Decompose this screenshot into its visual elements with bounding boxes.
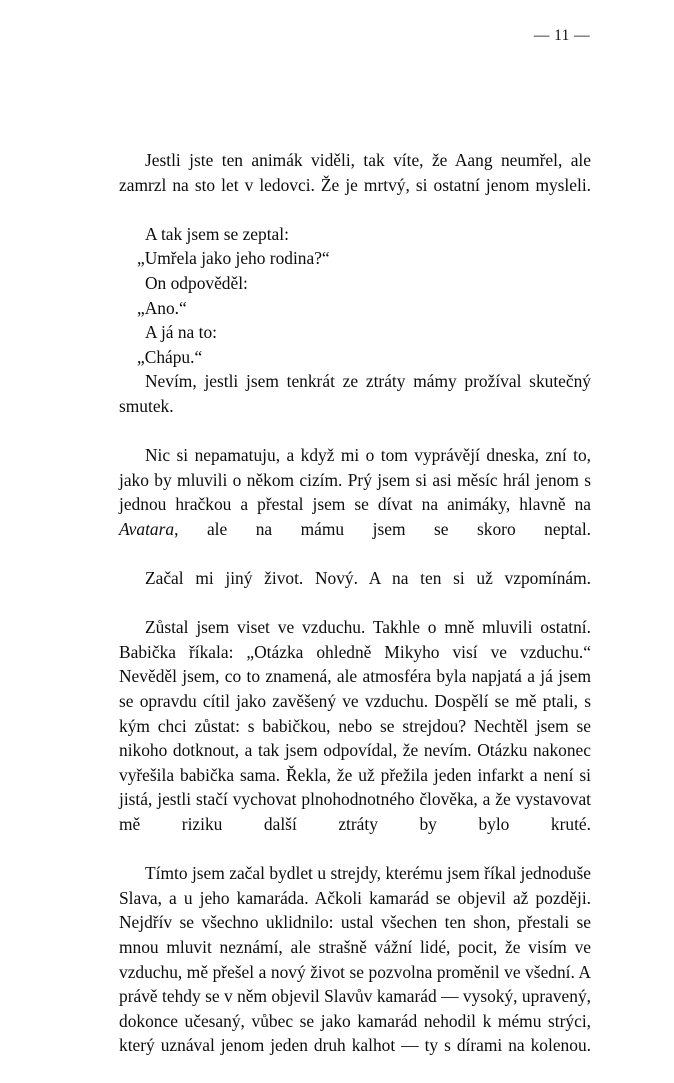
paragraph-hanging-in-air: Zůstal jsem viset ve vzduchu. Takhle o mně mluvili ostatní. Babička říkala: „Otázka ohledně Mikyho visí ve vzduchu.“ Nevěděl jsem, co to znamená, ale atmosféra byla napjatá a já jsem se opravdu cítil jako zavěšený ve vzduchu. Dospělí se mě ptali, s kým chci zůstat: s babičkou, nebo se strejdou? Nechtěl jsem se nikoho dotknout, a tak jsem odpovídal, že nevím. Otázku nakonec vyřešila babička sama. Řekla, že už přežila jeden infarkt a není si jistá, jestli stačí vychovat plnohodnotného člověka, a že vystavovat mě riziku další ztráty by bylo kruté. [119, 617, 591, 835]
paragraph-new-life: Začal mi jiný život. Nový. A na ten si už vzpomínám. [145, 568, 591, 589]
dialogue-quote-1: „Umřela jako jeho rodina?“ [137, 248, 330, 269]
paragraph-avatar-text-after: , ale na mámu jsem se skoro neptal. [174, 518, 591, 539]
paragraph-grief: Nevím, jestli jsem tenkrát ze ztráty mámy prožíval skutečný smutek. [119, 371, 591, 416]
paragraph-avatar [119, 443, 591, 566]
dialogue-lead-1: A tak jsem se zeptal: [145, 223, 289, 244]
paragraph-avatar-text-before: Nic si nepamatuju, a když mi o tom vyprávějí dneska, zní to, jako by mluvili o někom cizím. Prý jsem si asi měsíc hrál jenom s jednou hračkou a přestal jsem se dívat na animáky, hlavně na [119, 445, 591, 515]
dialogue-lead-2: On odpověděl: [145, 272, 248, 293]
dialogue-quote-2: „Ano.“ [137, 297, 187, 318]
paragraph-opening: Jestli jste ten animák viděli, tak víte, že Aang neumřel, ale zamrzl na sto let v ledovci. Že je mrtvý, si ostatní jenom mysleli. [119, 150, 591, 195]
dialogue-quote-3: „Chápu.“ [137, 346, 203, 367]
paragraph-moving-in: Tímto jsem začal bydlet u strejdy, kterému jsem říkal jednoduše Slava, a u jeho kamaráda. Ačkoli kamarád se objevil až později. Nejdřív se všechno uklidnilo: ustal všechen ten shon, přestali se mnou mluvit neznámí, ale strašně vážní lidé, pocit, že visím ve vzduchu, mě přešel a nový život se pozvolna proměnil ve všední. A právě tehdy se v něm objevil Slavův kamarád — vysoký, upravený, dokonce učesaný, vůbec se jako kamarád nehodil k mému strýci, který uznával jenom jeden druh kalhot — ty s dírami na kolenou. [119, 863, 591, 1056]
dialogue-lead-3: A já na to: [145, 322, 217, 343]
book-title-italic: Avatara [119, 518, 175, 539]
body-text-block [119, 148, 591, 1083]
page-number: — 11 — [533, 27, 590, 44]
